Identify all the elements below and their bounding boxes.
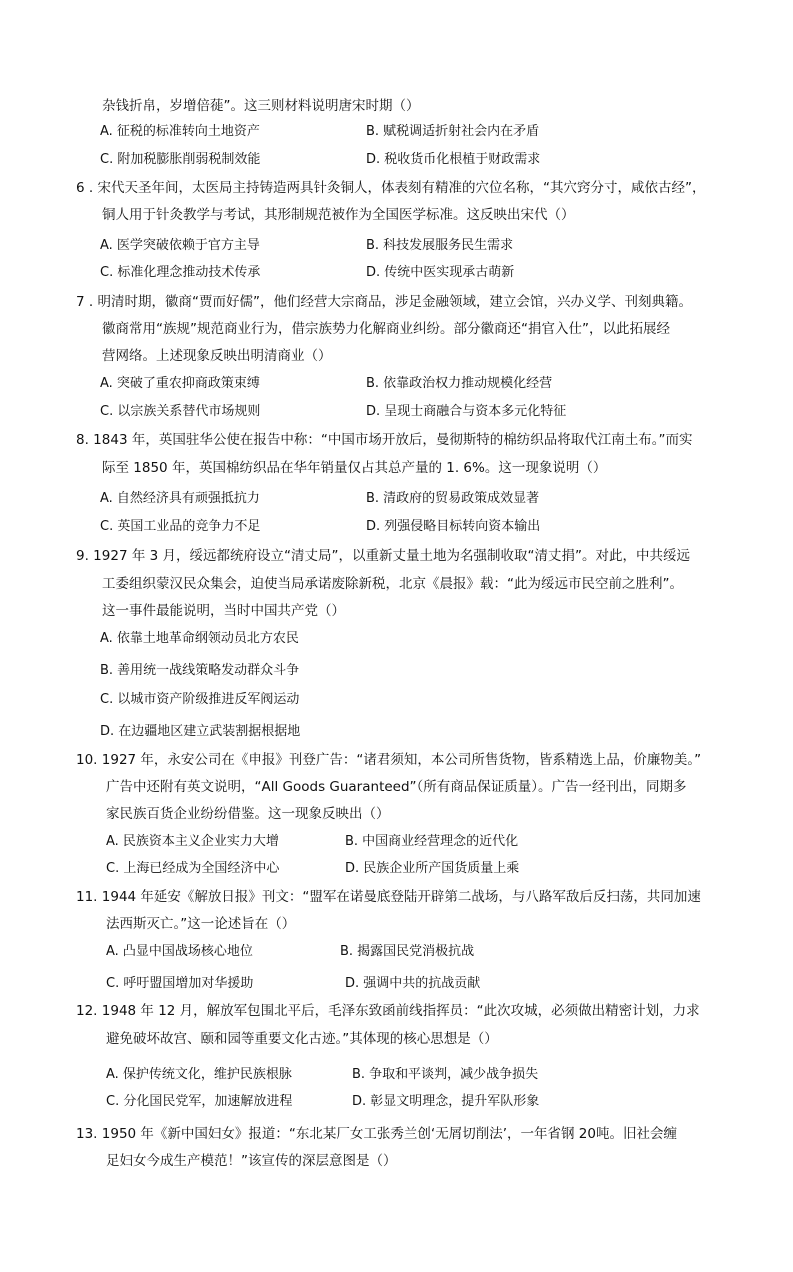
question-6-option-b: B. 科技发展服务民生需求 bbox=[366, 238, 514, 253]
question-11-option-d: D. 强调中共的抗战贡献 bbox=[345, 976, 481, 991]
question-5-option-b: B. 赋税调适折射社会内在矛盾 bbox=[366, 124, 540, 139]
question-5-option-d: D. 税收货币化根植于财政需求 bbox=[366, 152, 541, 167]
question-5-option-a: A. 征税的标准转向土地资产 bbox=[100, 124, 260, 139]
question-10-option-b: B. 中国商业经营理念的近代化 bbox=[345, 834, 519, 849]
question-6-option-c: C. 标准化理念推动技术传承 bbox=[100, 265, 261, 280]
question-6-option-d: D. 传统中医实现承古萌新 bbox=[366, 265, 515, 280]
question-11-option-a: A. 凸显中国战场核心地位 bbox=[106, 944, 253, 959]
question-9-option-c: C. 以城市资产阶级推进反军阀运动 bbox=[100, 692, 300, 707]
question-9-option-a: A. 依靠土地革命纲领动员北方农民 bbox=[100, 631, 299, 646]
question-12-option-c: C. 分化国民党军，加速解放进程 bbox=[106, 1094, 293, 1109]
question-12-option-b: B. 争取和平谈判，减少战争损失 bbox=[352, 1067, 539, 1082]
question-8-option-d: D. 列强侵略目标转向资本输出 bbox=[366, 519, 541, 534]
question-8-stem-line-1: 8. 1843 年，英国驻华公使在报告中称：“中国市场开放后，曼彻斯特的棉纺织品将取代江南土布。”而实 bbox=[76, 432, 693, 448]
question-7-option-d: D. 呈现士商融合与资本多元化特征 bbox=[366, 404, 567, 419]
question-12-stem-line-2: 避免破坏故宫、颐和园等重要文化古迹。”其体现的核心思想是（） bbox=[106, 1031, 498, 1047]
question-10-stem-line-2: 广告中还附有英文说明，“All Goods Guaranteed”（所有商品保证质量）。广告一经刊出，同期多 bbox=[106, 779, 687, 795]
question-12-option-a: A. 保护传统文化，维护民族根脉 bbox=[106, 1067, 292, 1082]
question-6-option-a: A. 医学突破依赖于官方主导 bbox=[100, 238, 260, 253]
question-5-option-c: C. 附加税膨胀削弱税制效能 bbox=[100, 152, 261, 167]
question-10-option-c: C. 上海已经成为全国经济中心 bbox=[106, 861, 280, 876]
question-9-option-d: D. 在边疆地区建立武装割据根据地 bbox=[100, 724, 301, 739]
question-7-stem-line-1: 7 . 明清时期，徽商“贾而好儒”，他们经营大宗商品，涉足金融领域，建立会馆，兴办义学、刊刻典籍。 bbox=[76, 294, 692, 310]
question-7-option-c: C. 以宗族关系替代市场规则 bbox=[100, 404, 261, 419]
question-9-stem-line-1: 9. 1927 年 3 月，绥远都统府设立“清丈局”，以重新丈量土地为名强制收取“清丈捐”。对此，中共绥远 bbox=[76, 548, 690, 564]
question-5-stem-line-1: 杂钱折帛，岁增倍蓰”。这三则材料说明唐宋时期（） bbox=[102, 98, 420, 114]
question-8-option-b: B. 清政府的贸易政策成效显著 bbox=[366, 491, 540, 506]
question-12-stem-line-1: 12. 1948 年 12 月，解放军包围北平后，毛泽东致函前线指挥员：“此次攻城，必须做出精密计划，力求 bbox=[76, 1003, 700, 1019]
question-8-option-a: A. 自然经济具有顽强抵抗力 bbox=[100, 491, 260, 506]
question-9-stem-line-2: 工委组织蒙汉民众集会，迫使当局承诺废除新税，北京《晨报》载：“此为绥远市民空前之胜利”。 bbox=[102, 576, 683, 592]
question-13-stem-line-2: 足妇女今成生产模范！”该宣传的深层意图是（） bbox=[106, 1153, 397, 1169]
question-7-stem-line-2: 徽商常用“族规”规范商业行为，借宗族势力化解商业纠纷。部分徽商还“捐官入仕”，以此拓展经 bbox=[102, 321, 670, 337]
question-9-stem-line-3: 这一事件最能说明，当时中国共产党（） bbox=[102, 603, 345, 619]
question-8-option-c: C. 英国工业品的竞争力不足 bbox=[100, 519, 261, 534]
question-10-option-d: D. 民族企业所产国货质量上乘 bbox=[345, 861, 520, 876]
question-12-option-d: D. 彰显文明理念，提升军队形象 bbox=[352, 1094, 540, 1109]
question-6-stem-line-1: 6 . 宋代天圣年间，太医局主持铸造两具针灸铜人，体表刻有精准的穴位名称，“其穴窍分寸，咸依古经”， bbox=[76, 180, 706, 196]
question-11-option-c: C. 呼吁盟国增加对华援助 bbox=[106, 976, 254, 991]
question-11-option-b: B. 揭露国民党消极抗战 bbox=[340, 944, 475, 959]
question-10-stem-line-3: 家民族百货企业纷纷借鉴。这一现象反映出（） bbox=[106, 806, 390, 822]
question-11-stem-line-2: 法西斯灭亡。”这一论述旨在（） bbox=[106, 916, 296, 932]
question-7-stem-line-3: 营网络。上述现象反映出明清商业（） bbox=[102, 348, 332, 364]
question-10-option-a: A. 民族资本主义企业实力大增 bbox=[106, 834, 279, 849]
question-10-stem-line-1: 10. 1927 年，永安公司在《申报》刊登广告：“诸君须知，本公司所售货物，皆系精选上品，价廉物美。” bbox=[76, 752, 702, 768]
question-11-stem-line-1: 11. 1944 年延安《解放日报》刊文：“盟军在诺曼底登陆开辟第二战场，与八路军敌后反扫荡，共同加速 bbox=[76, 889, 701, 905]
question-8-stem-line-2: 际至 1850 年，英国棉纺织品在华年销量仅占其总产量的 1. 6%。这一现象说明（） bbox=[102, 460, 607, 476]
question-7-option-a: A. 突破了重农抑商政策束缚 bbox=[100, 376, 260, 391]
question-7-option-b: B. 依靠政治权力推动规模化经营 bbox=[366, 376, 553, 391]
question-9-option-b: B. 善用统一战线策略发动群众斗争 bbox=[100, 663, 300, 678]
question-13-stem-line-1: 13. 1950 年《新中国妇女》报道：“东北某厂女工张秀兰创‘无屑切削法’，一年省钢 20吨。旧社会缠 bbox=[76, 1126, 677, 1142]
question-6-stem-line-2: 铜人用于针灸教学与考试，其形制规范被作为全国医学标准。这反映出宋代（） bbox=[102, 207, 575, 223]
